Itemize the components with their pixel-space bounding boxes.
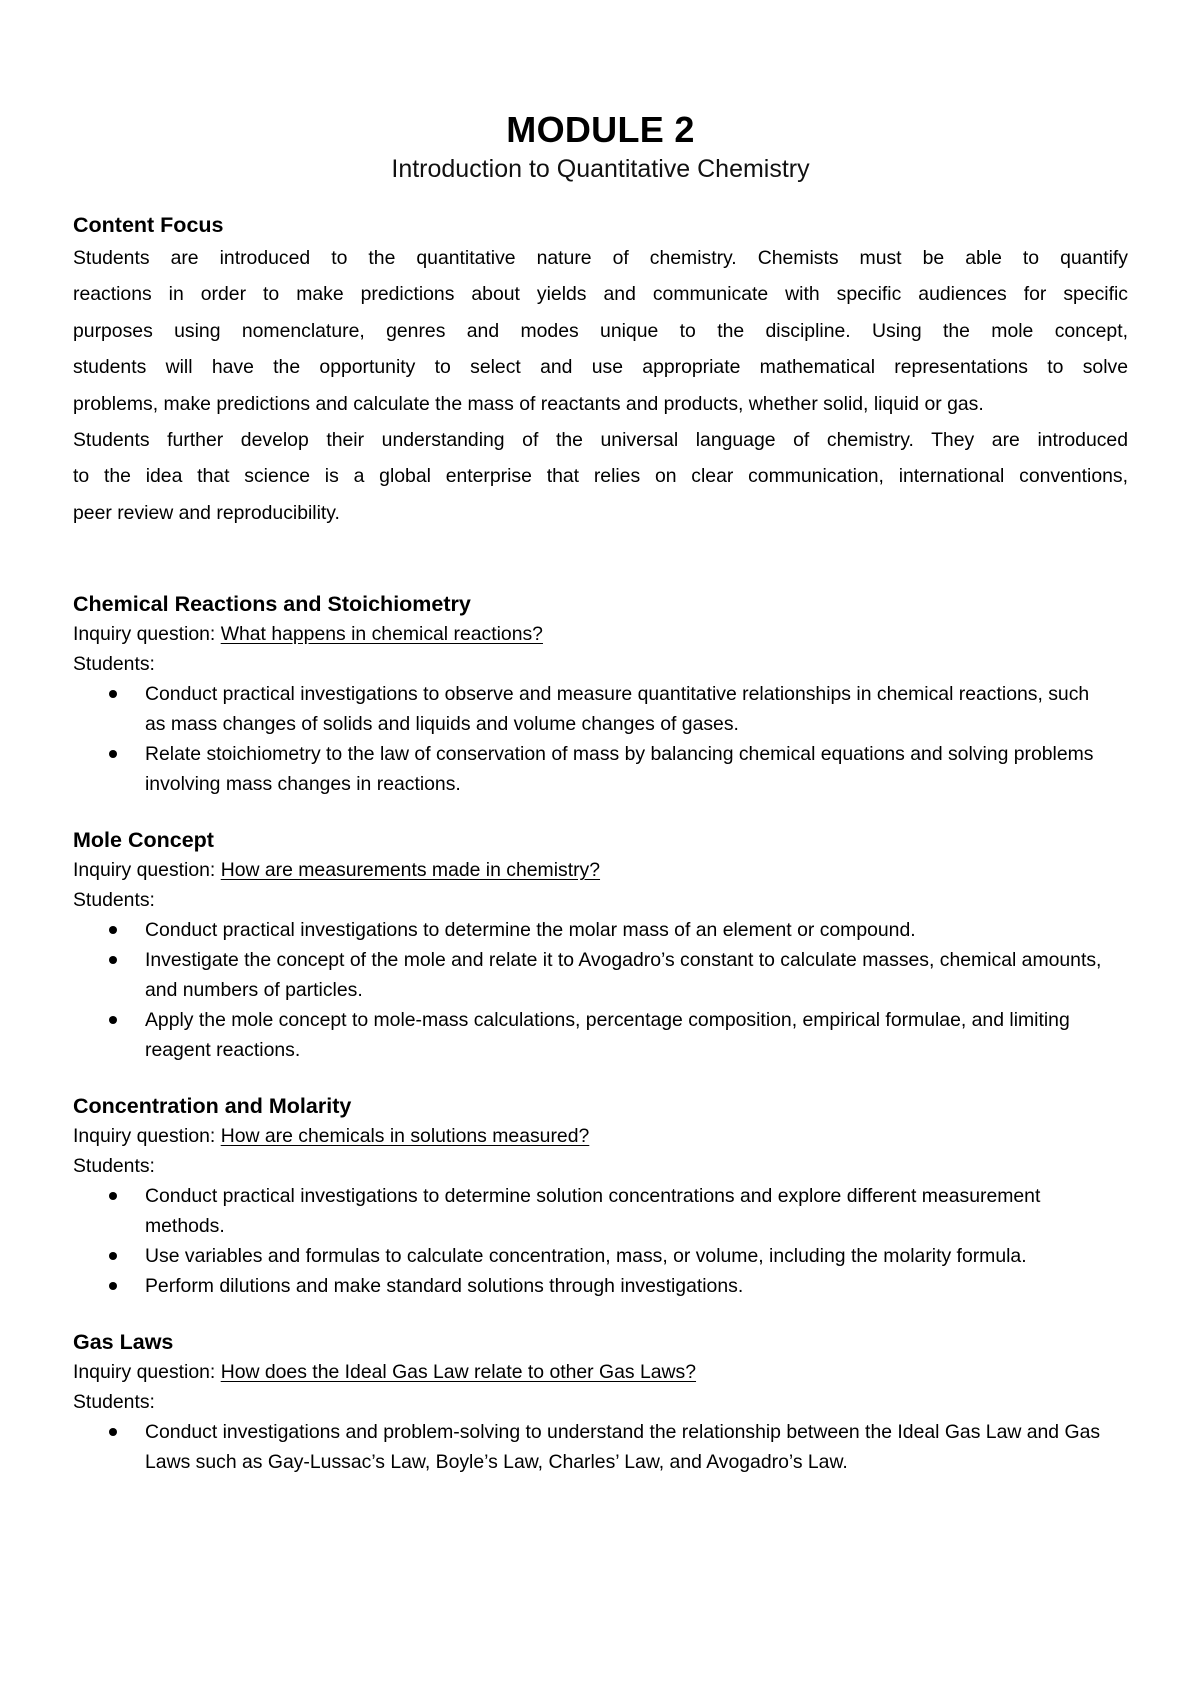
list-item-text: Perform dilutions and make standard solutions through investigations.	[145, 1275, 744, 1298]
bullet-list	[73, 679, 1128, 799]
bullet-icon	[109, 956, 117, 964]
paragraph-line: Students are introduced to the quantitative nature of chemistry. Chemists must be able to quantify	[73, 247, 1128, 269]
inquiry-line	[73, 1121, 1128, 1151]
paragraph-line: to the idea that science is a global enterprise that relies on clear communication, international conventions,	[73, 465, 1128, 488]
inquiry-question: How are chemicals in solutions measured?	[220, 1125, 590, 1148]
list-item	[145, 679, 1128, 739]
list-item	[145, 915, 1128, 945]
bullet-icon	[109, 1282, 117, 1290]
paragraph-line: students will have the opportunity to select and use appropriate mathematical representations to solve	[73, 356, 1128, 379]
paragraph-line: peer review and reproducibility.	[73, 501, 340, 524]
list-item	[145, 1005, 1128, 1065]
students-label: Students:	[73, 1391, 155, 1414]
paragraph-line: Students further develop their understanding of the universal language of chemistry. They are introduced	[73, 429, 1128, 452]
students-label: Students:	[73, 1155, 155, 1178]
list-item-text: Relate stoichiometry to the law of conservation of mass by balancing chemical equations and solving problems involving mass changes in reactions.	[145, 743, 1094, 796]
inquiry-label: Inquiry question:	[73, 1125, 221, 1148]
inquiry-label: Inquiry question:	[73, 623, 221, 646]
paragraph-line: purposes using nomenclature, genres and modes unique to the discipline. Using the mole concept,	[73, 319, 1128, 342]
section-mole-concept	[73, 825, 1128, 1065]
page-title: MODULE 2	[506, 109, 695, 150]
list-item-text: Conduct practical investigations to observe and measure quantitative relationships in chemical reactions, such as mass changes of solids and liquids and volume changes of gases.	[145, 683, 1090, 736]
paragraph-line: problems, make predictions and calculate the mass of reactants and products, whether solid, liquid or gas.	[73, 392, 984, 415]
section-heading: Chemical Reactions and Stoichiometry	[73, 592, 471, 617]
bullet-list	[73, 915, 1128, 1065]
list-item-text: Conduct practical investigations to determine solution concentrations and explore different measurement methods.	[145, 1185, 1041, 1238]
students-label: Students:	[73, 889, 155, 912]
list-item-text: Investigate the concept of the mole and relate it to Avogadro’s constant to calculate masses, chemical amounts, and numbers of particles.	[145, 949, 1102, 1002]
list-item	[145, 1241, 1128, 1271]
inquiry-line	[73, 855, 1128, 885]
list-item-text: Use variables and formulas to calculate concentration, mass, or volume, including the molarity formula.	[145, 1245, 1027, 1268]
page-subtitle: Introduction to Quantitative Chemistry	[391, 155, 810, 183]
section-gas-laws	[73, 1327, 1128, 1477]
list-item	[145, 739, 1128, 799]
list-item	[145, 945, 1128, 1005]
list-item-text: Conduct practical investigations to determine the molar mass of an element or compound.	[145, 919, 916, 942]
students-label: Students:	[73, 653, 155, 676]
bullet-icon	[109, 926, 117, 934]
bullet-icon	[109, 1428, 117, 1436]
paragraph-line: reactions in order to make predictions about yields and communicate with specific audiences for specific	[73, 283, 1128, 306]
bullet-list	[73, 1417, 1128, 1477]
section-heading: Mole Concept	[73, 828, 214, 853]
list-item	[145, 1271, 1128, 1301]
list-item-text: Conduct investigations and problem-solving to understand the relationship between the Ideal Gas Law and Gas Laws such as Gay-Lussac’s Law, Boyle’s Law, Charles’ Law, and Avogadro’s Law.	[145, 1421, 1101, 1474]
section-chemical-reactions	[73, 589, 1128, 799]
inquiry-line	[73, 619, 1128, 649]
bullet-icon	[109, 1192, 117, 1200]
list-item-text: Apply the mole concept to mole-mass calculations, percentage composition, empirical formulae, and limiting reagent reactions.	[145, 1009, 1070, 1062]
bullet-icon	[109, 690, 117, 698]
bullet-icon	[109, 750, 117, 758]
section-heading: Concentration and Molarity	[73, 1094, 352, 1119]
inquiry-question: What happens in chemical reactions?	[220, 623, 543, 646]
content-focus-heading: Content Focus	[73, 213, 224, 237]
inquiry-label: Inquiry question:	[73, 859, 221, 882]
bullet-icon	[109, 1016, 117, 1024]
list-item	[145, 1417, 1128, 1477]
list-item	[145, 1181, 1128, 1241]
content-focus-paragraph	[73, 240, 1128, 531]
bullet-list	[73, 1181, 1128, 1301]
inquiry-question: How does the Ideal Gas Law relate to other Gas Laws?	[220, 1361, 697, 1384]
inquiry-question: How are measurements made in chemistry?	[220, 859, 601, 882]
section-heading: Gas Laws	[73, 1330, 174, 1355]
inquiry-line	[73, 1357, 1128, 1387]
section-concentration-molarity	[73, 1091, 1128, 1301]
inquiry-label: Inquiry question:	[73, 1361, 221, 1384]
bullet-icon	[109, 1252, 117, 1260]
